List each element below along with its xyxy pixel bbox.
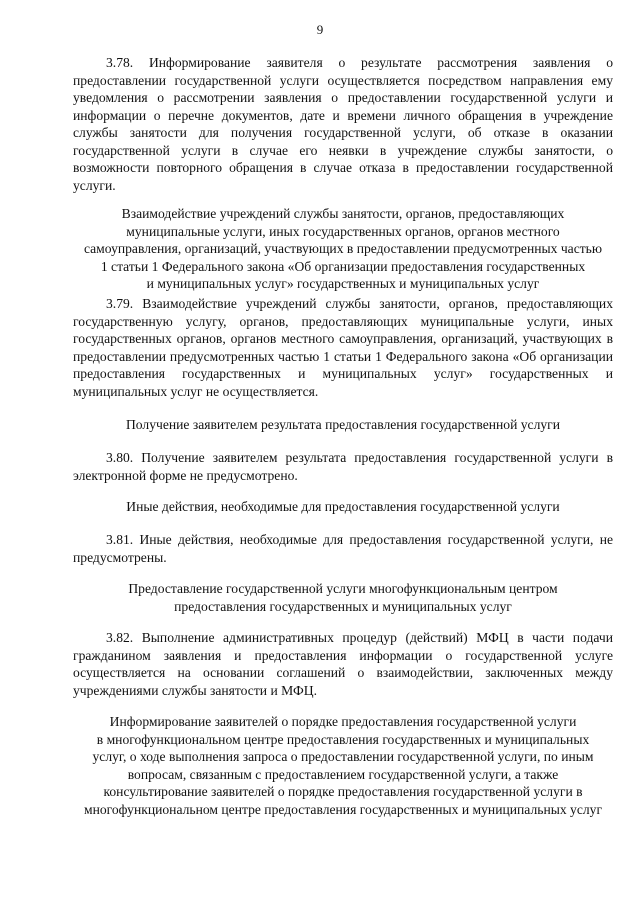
section-heading-result bbox=[73, 416, 613, 434]
paragraph-3-82: 3.82. Выполнение административных процедур (действий) МФЦ в части подачи гражданином заявления и предоставления информации о государственной услуге осуществляется на основании соглашений о взаимодействии, заключенных между учреждениями службы занятости и МФЦ. bbox=[73, 630, 613, 698]
paragraph-3-79: 3.79. Взаимодействие учреждений службы занятости, органов, предоставляющих государственную услугу, органов, предоставляющих муниципальные услуги, иных государственных органов, органов местного самоуправления, организаций, участвующих в предоставлении предусмотренных частью 1 статьи 1 Федерального закона «Об организации предоставления государственных и муниципальных услуг» государственных и муниципальных услуг не осуществляется. bbox=[73, 296, 613, 399]
heading-line: консультирование заявителей о порядке предоставления государственной услуги в bbox=[103, 784, 583, 799]
heading-line: самоуправления, организаций, участвующих в предоставлении предусмотренных частью bbox=[83, 241, 603, 256]
page-number: 9 bbox=[316, 22, 324, 37]
heading-line: предоставления государственных и муниципальных услуг bbox=[174, 598, 512, 614]
heading-line: 1 статьи 1 Федерального закона «Об организации предоставления государственных bbox=[100, 258, 586, 274]
heading-line: Иные действия, необходимые для предоставления государственной услуги bbox=[126, 499, 560, 514]
heading-line: и муниципальных услуг» государственных и муниципальных услуг bbox=[146, 276, 540, 291]
heading-line: вопросам, связанным с предоставлением государственной услуги, а также bbox=[127, 766, 559, 782]
heading-line: Информирование заявителей о порядке предоставления государственной услуги bbox=[109, 714, 577, 729]
heading-line: Получение заявителем результата предоставления государственной услуги bbox=[125, 417, 561, 432]
heading-line: Взаимодействие учреждений службы занятости, органов, предоставляющих bbox=[121, 206, 565, 221]
heading-line: Предоставление государственной услуги многофункциональным центром bbox=[128, 581, 558, 596]
heading-line: муниципальные услуги, иных государственных органов, органов местного bbox=[126, 223, 560, 239]
paragraph-3-81: 3.81. Иные действия, необходимые для предоставления государственной услуги, не предусмотрены. bbox=[73, 532, 613, 565]
section-heading-mfc bbox=[73, 580, 613, 615]
section-heading-other-actions bbox=[73, 498, 613, 516]
section-heading-interaction bbox=[73, 205, 613, 293]
heading-line: в многофункциональном центре предоставления государственных и муниципальных bbox=[96, 731, 590, 747]
section-heading-informing bbox=[73, 713, 613, 818]
paragraph-3-80: 3.80. Получение заявителем результата предоставления государственной услуги в электронной форме не предусмотрено. bbox=[73, 450, 613, 483]
heading-line: услуг, о ходе выполнения запроса о предоставлении государственной услуги, по иным bbox=[92, 749, 594, 764]
paragraph-3-78: 3.78. Информирование заявителя о результате рассмотрения заявления о предоставлении государственной услуги осуществляется посредством направления ему уведомления о рассмотрении заявления о предоставлении государственной услуги и информации о перечне документов, дате и времени личного обращения в учреждение службы занятости для получения государственной услуги, об отказе в оказании государственной услуги в случае его неявки в учреждение службы занятости, о возможности повторного обращения в случае отказа в предоставлении государственной услуги. bbox=[73, 55, 613, 193]
heading-line: многофункциональном центре предоставления государственных и муниципальных услуг bbox=[83, 801, 603, 817]
